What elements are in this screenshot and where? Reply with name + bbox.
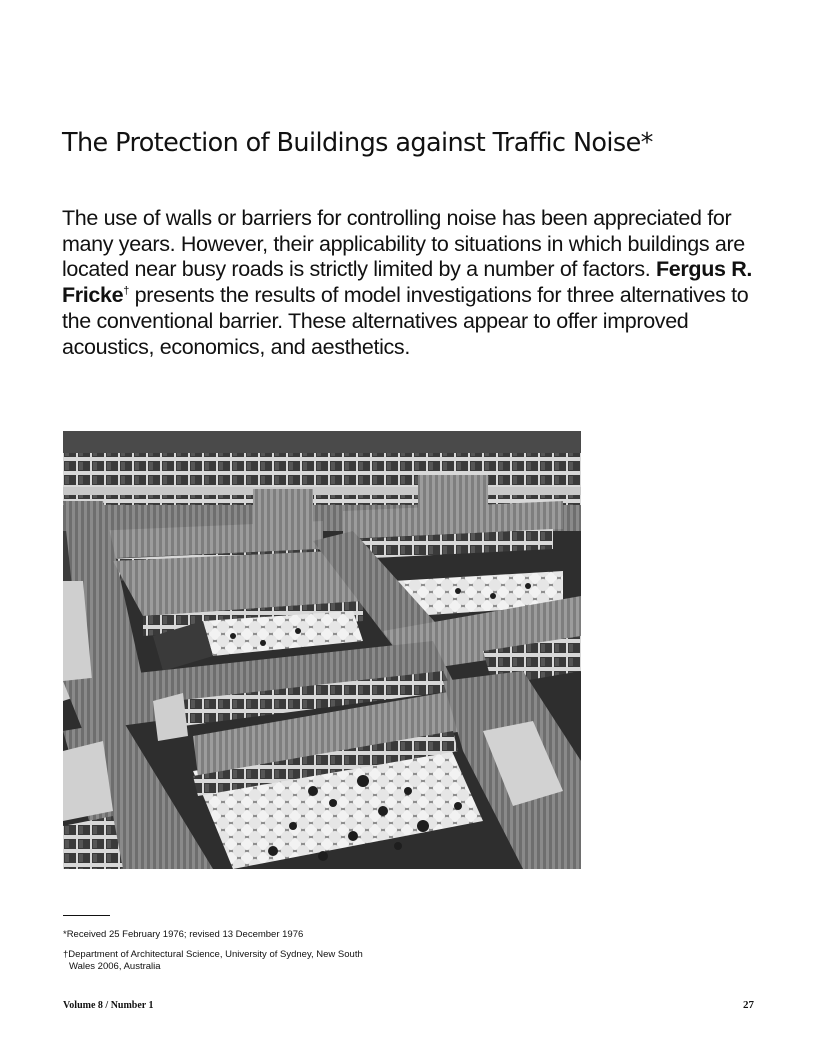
article-title: The Protection of Buildings against Traffic Noise* xyxy=(62,128,653,158)
page-number: 27 xyxy=(743,999,754,1011)
abstract-text-end: presents the results of model investigations for three alternatives to the conventional barrier. These alternatives appear to offer improved acoustics, economics, and aesthetics. xyxy=(62,283,749,359)
footnote-affiliation-line1: †Department of Architectural Science, University of Sydney, New South xyxy=(63,949,363,960)
building-photo-illustration xyxy=(63,431,581,869)
footnote-received: *Received 25 February 1976; revised 13 December 1976 xyxy=(63,929,304,940)
building-photograph xyxy=(63,431,581,869)
abstract-text-start: The use of walls or barriers for controlling noise has been appreciated for many years. However, their applicability to situations in which buildings are located near busy roads is strictly limited by a number of factors. xyxy=(62,206,745,282)
author-name: Fergus R. Fricke xyxy=(62,257,753,308)
volume-number: Volume 8 / Number 1 xyxy=(63,1000,154,1011)
footnote-divider xyxy=(63,915,110,916)
footnote-affiliation xyxy=(63,949,463,973)
footnote-affiliation-line2: Wales 2006, Australia xyxy=(69,961,161,972)
article-abstract xyxy=(62,206,752,360)
author-footnote-mark: † xyxy=(123,284,130,297)
